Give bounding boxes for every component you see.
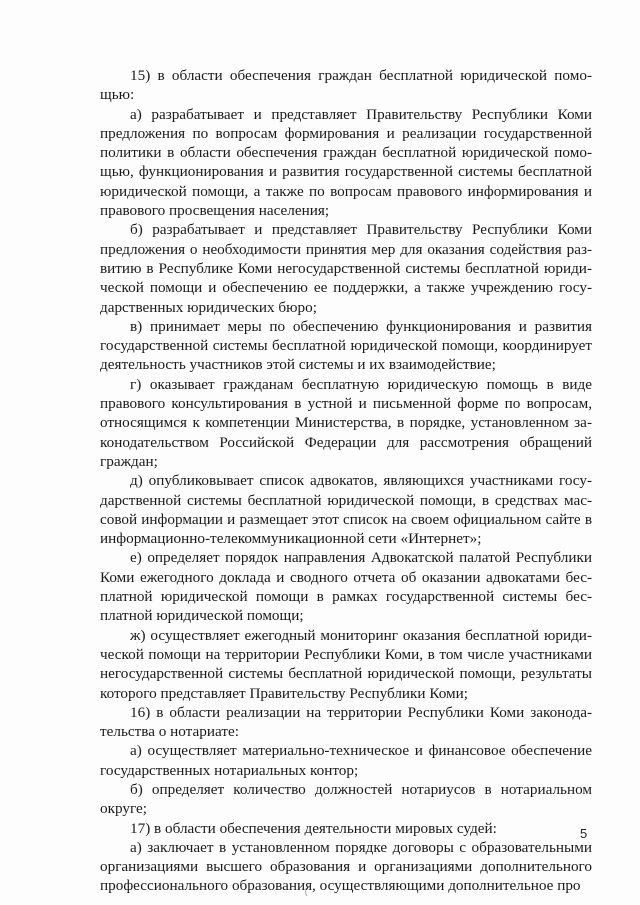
paragraph-15: 15) в области обеспечения граждан бесплатной юридической помощью: bbox=[100, 67, 592, 104]
paragraph-15zh: ж) осуществляет ежегодный мониторинг оказания бесплатной юридической помощи на территории Республики Коми, в том числе участниками негосударственной системы бесплатной юридической помощи, результаты которого представляет Правительству Республики Коми; bbox=[100, 626, 592, 702]
paragraph-17a: а) заключает в установленном порядке договоры с образовательными организациями высшего образования и организациями дополнительного профессионального образования, осуществляющими дополнительное про bbox=[100, 838, 592, 895]
paragraph-15a: а) разрабатывает и представляет Правительству Республики Коми предложения по вопросам формирования и реализации государственной политики в области обеспечения граждан бесплатной юридической помощью, функционирования и развития государственной системы бесплатной юридической помощи, а также по вопросам правового информирования и правового просвещения населения; bbox=[100, 105, 592, 220]
paragraph-15g: г) оказывает гражданам бесплатную юридическую помощь в виде правового консультирования в устной и письменной форме по вопросам, относящимся к компетенции Министерства, в порядке, установленном законодательством Российской Федерации для рассмотрения обращений граждан; bbox=[100, 375, 592, 470]
scan-artifact-mark bbox=[303, 888, 309, 896]
document-body bbox=[100, 66, 592, 896]
paragraph-15e: е) определяет порядок направления Адвокатской палатой Республики Коми ежегодного доклада и сводного отчета об оказании адвокатами бесплатной юридической помощи в рамках государственной системы бесплатной юридической помощи; bbox=[100, 549, 592, 625]
paragraph-16a: а) осуществляет материально-техническое и финансовое обеспечение государственных нотариальных контор; bbox=[100, 742, 592, 779]
paragraph-15v: в) принимает меры по обеспечению функционирования и развития государственной системы бесплатной юридической помощи, координирует деятельность участников этой системы и их взаимодействие; bbox=[100, 317, 592, 374]
paragraph-15d: д) опубликовывает список адвокатов, являющихся участниками государственной системы бесплатной юридической помощи, в средствах массовой информации и размещает этот список на своем официальном сайте в информационно-телекоммуникационной сети «Интернет»; bbox=[100, 472, 592, 548]
paragraph-16: 16) в области реализации на территории Республики Коми законодательства о нотариате: bbox=[100, 703, 592, 741]
page-number: 5 bbox=[580, 826, 588, 841]
paragraph-17: 17) в области обеспечения деятельности мировых судей: bbox=[130, 819, 497, 837]
paragraph-16b: б) определяет количество должностей нотариусов в нотариальном округе; bbox=[100, 780, 592, 818]
paragraph-15b: б) разрабатывает и представляет Правительству Республики Коми предложения о необходимости принятия мер для оказания содействия развитию в Республике Коми негосударственной системы бесплатной юридической помощи и обеспечению ее поддержки, а также учреждению государственных юридических бюро; bbox=[100, 221, 592, 316]
